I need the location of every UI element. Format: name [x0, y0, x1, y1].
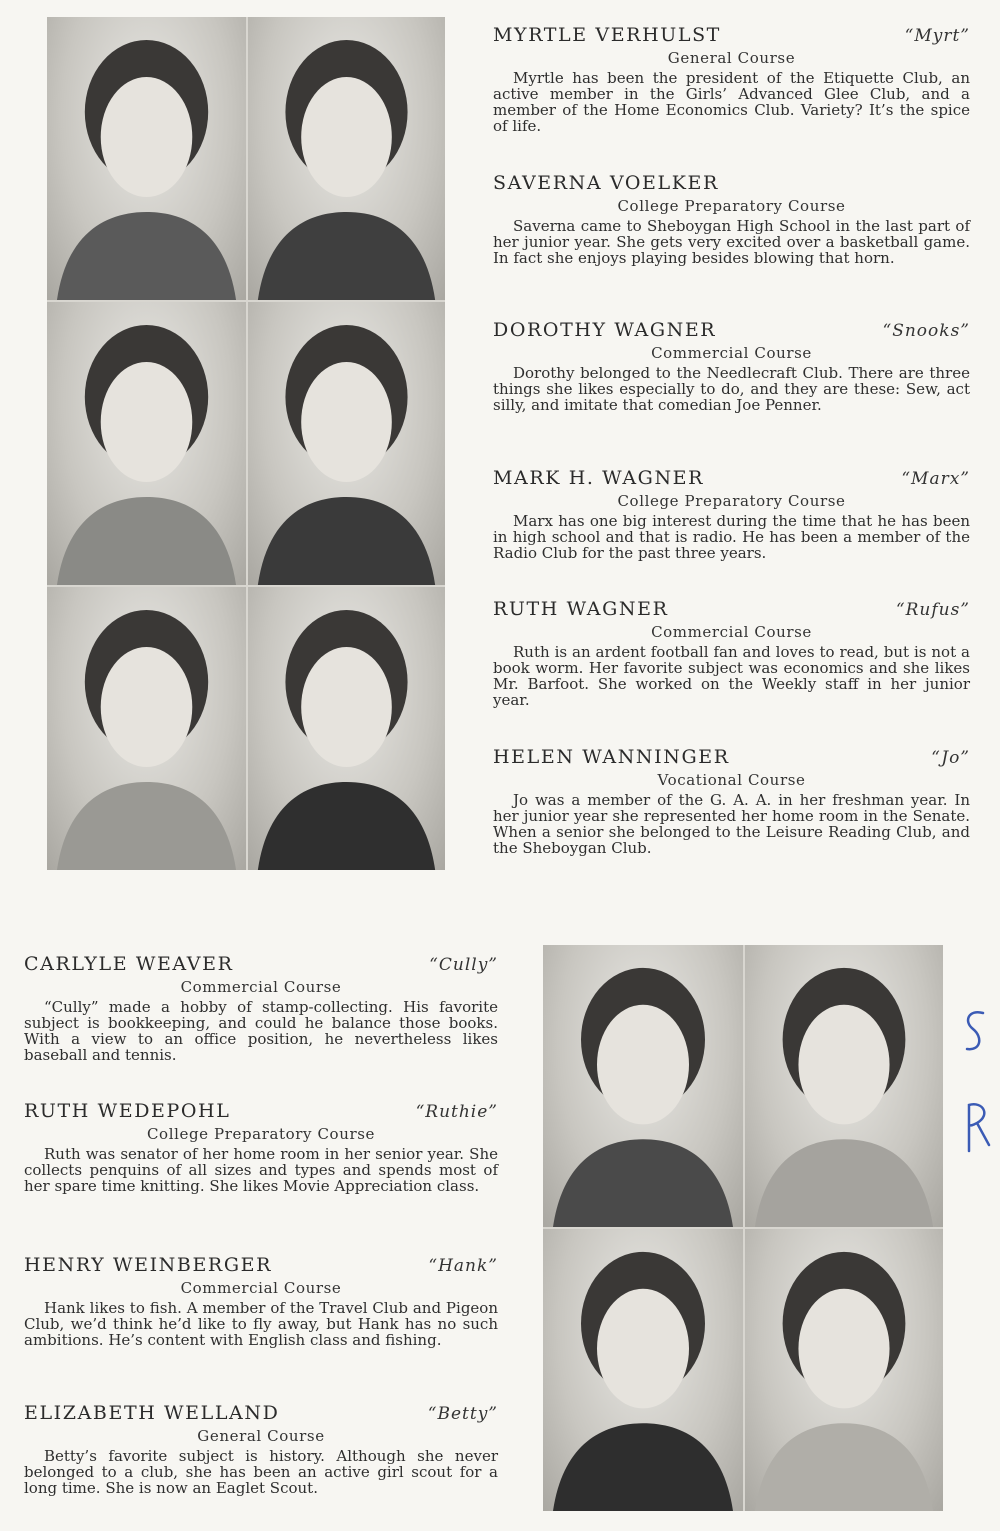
senior-bio: Dorothy belonged to the Needlecraft Club. There are three things she likes especially to do, and they are these: Sew, act silly, and imitate that comedian Joe Penner.: [493, 364, 970, 414]
senior-name: MARK H. WAGNER: [493, 467, 705, 489]
face-shape: [597, 1005, 689, 1125]
portrait-dorothy-wagner: [47, 302, 246, 585]
senior-entry: [24, 1402, 498, 1496]
portrait-ruth-wagner: [47, 587, 246, 870]
senior-nickname: “Rufus”: [895, 600, 970, 620]
portrait-silhouette: [543, 945, 743, 1227]
senior-name: RUTH WAGNER: [493, 598, 669, 620]
face-shape: [301, 362, 392, 482]
portrait-carlyle-weaver: [543, 945, 743, 1227]
senior-bio: Marx has one big interest during the time that he has been in high school and that is radio. He has been a member of the Radio Club for the past three years.: [493, 512, 970, 562]
senior-entry: [493, 598, 970, 708]
senior-nickname: “Betty”: [427, 1404, 498, 1424]
senior-bio: Hank likes to fish. A member of the Travel Club and Pigeon Club, we’d think he’d like to fly away, but Hank has no such ambitions. He’s content with English class and fishing.: [24, 1299, 498, 1349]
portrait-helen-wanninger: [248, 587, 445, 870]
senior-entry: [24, 1100, 498, 1194]
senior-bio: Saverna came to Sheboygan High School in the last part of her junior year. She gets very excited over a basketball game. In fact she enjoys playing besides blowing that horn.: [493, 217, 970, 267]
shoulders-shape: [755, 1139, 933, 1227]
shoulders-shape: [553, 1139, 733, 1227]
portrait-silhouette: [47, 17, 246, 300]
senior-name: DOROTHY WAGNER: [493, 319, 717, 341]
portrait-saverna-voelker: [248, 17, 445, 300]
senior-course: College Preparatory Course: [617, 197, 846, 215]
senior-nickname: “Hank”: [428, 1256, 498, 1276]
senior-name: RUTH WEDEPOHL: [24, 1100, 231, 1122]
senior-bio: Jo was a member of the G. A. A. in her freshman year. In her junior year she represented her home room in the Senate. When a senior she belonged to the Leisure Reading Club, and the Sheboygan Club.: [493, 791, 970, 857]
portrait-silhouette: [248, 302, 445, 585]
portrait-silhouette: [248, 17, 445, 300]
senior-bio: Myrtle has been the president of the Etiquette Club, an active member in the Girls’ Advanced Glee Club, and a member of the Home Economics Club. Variety? It’s the spice of life.: [493, 69, 970, 135]
portrait-mark-wagner: [248, 302, 445, 585]
shoulders-shape: [755, 1423, 933, 1511]
face-shape: [101, 362, 193, 482]
face-shape: [301, 77, 392, 197]
senior-entry: [24, 1254, 498, 1348]
photo-grid-top: [47, 17, 445, 870]
portrait-silhouette: [47, 587, 246, 870]
shoulders-shape: [57, 497, 236, 585]
portrait-silhouette: [745, 945, 943, 1227]
senior-entry: [24, 953, 498, 1063]
portrait-elizabeth-welland: [745, 1229, 943, 1511]
portrait-silhouette: [248, 587, 445, 870]
face-shape: [101, 77, 193, 197]
senior-name: HENRY WEINBERGER: [24, 1254, 272, 1276]
portrait-silhouette: [745, 1229, 943, 1511]
senior-nickname: “Ruthie”: [415, 1102, 498, 1122]
senior-bio: Betty’s favorite subject is history. Although she never belonged to a club, she has been an active girl scout for a long time. She is now an Eaglet Scout.: [24, 1447, 498, 1497]
senior-entry: [493, 24, 970, 134]
shoulders-shape: [258, 497, 435, 585]
portrait-henry-weinberger: [543, 1229, 743, 1511]
senior-course: College Preparatory Course: [146, 1125, 375, 1143]
shoulders-shape: [258, 782, 435, 870]
senior-course: Commercial Course: [651, 344, 812, 362]
senior-name: ELIZABETH WELLAND: [24, 1402, 280, 1424]
portrait-ruth-wedepohl: [745, 945, 943, 1227]
shoulders-shape: [57, 212, 236, 300]
senior-course: Commercial Course: [180, 978, 342, 996]
handwritten-pen-mark: [955, 1005, 995, 1155]
face-shape: [101, 647, 193, 767]
portrait-silhouette: [47, 302, 246, 585]
senior-course: Commercial Course: [651, 623, 812, 641]
senior-nickname: “Snooks”: [882, 321, 970, 341]
face-shape: [798, 1289, 889, 1409]
photo-grid-bottom: [543, 945, 943, 1511]
portrait-myrtle-verhulst: [47, 17, 246, 300]
senior-course: College Preparatory Course: [617, 492, 846, 510]
senior-entry: [493, 467, 970, 561]
senior-nickname: “Myrt”: [904, 26, 970, 46]
senior-entry: [493, 319, 970, 413]
shoulders-shape: [57, 782, 236, 870]
senior-bio: Ruth is an ardent football fan and loves to read, but is not a book worm. Her favorite subject was economics and she likes Mr. Barfoot. She worked on the Weekly staff in her junior year.: [493, 643, 970, 709]
senior-name: MYRTLE VERHULST: [493, 24, 721, 46]
portrait-silhouette: [543, 1229, 743, 1511]
face-shape: [597, 1289, 689, 1409]
face-shape: [301, 647, 392, 767]
shoulders-shape: [258, 212, 435, 300]
senior-name: HELEN WANNINGER: [493, 746, 730, 768]
senior-bio: “Cully” made a hobby of stamp-collecting. His favorite subject is bookkeeping, and could he balance those books. With a view to an office position, he nevertheless likes baseball and tennis.: [24, 998, 498, 1064]
senior-name: SAVERNA VOELKER: [493, 172, 719, 194]
senior-course: Vocational Course: [657, 771, 806, 789]
senior-entry: [493, 746, 970, 856]
face-shape: [798, 1005, 889, 1125]
senior-bio: Ruth was senator of her home room in her senior year. She collects penquins of all sizes and types and spends most of her spare time knitting. She likes Movie Appreciation class.: [24, 1145, 498, 1195]
senior-nickname: “Jo”: [931, 748, 970, 768]
shoulders-shape: [553, 1423, 733, 1511]
senior-nickname: “Marx”: [901, 469, 970, 489]
senior-course: Commercial Course: [180, 1279, 342, 1297]
senior-name: CARLYLE WEAVER: [24, 953, 234, 975]
senior-nickname: “Cully”: [429, 955, 498, 975]
senior-course: General Course: [667, 49, 796, 67]
senior-course: General Course: [197, 1427, 325, 1445]
senior-entry: [493, 172, 970, 266]
